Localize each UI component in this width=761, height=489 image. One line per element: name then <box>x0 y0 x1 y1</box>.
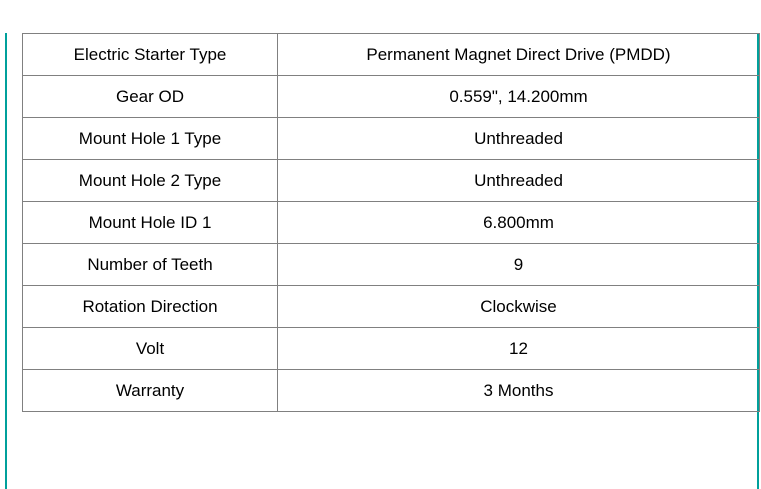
spec-value: 3 Months <box>278 370 760 412</box>
spec-label: Mount Hole ID 1 <box>23 202 278 244</box>
spec-label: Electric Starter Type <box>23 34 278 76</box>
spec-value: Unthreaded <box>278 118 760 160</box>
table-row <box>23 286 760 328</box>
spec-label: Mount Hole 1 Type <box>23 118 278 160</box>
spec-label: Rotation Direction <box>23 286 278 328</box>
spec-label: Mount Hole 2 Type <box>23 160 278 202</box>
table-row <box>23 160 760 202</box>
table-row <box>23 370 760 412</box>
page-frame <box>5 33 759 489</box>
spec-value: 9 <box>278 244 760 286</box>
table-row <box>23 202 760 244</box>
spec-value: Permanent Magnet Direct Drive (PMDD) <box>278 34 760 76</box>
spec-value: 0.559", 14.200mm <box>278 76 760 118</box>
spec-value: Unthreaded <box>278 160 760 202</box>
spec-value: 12 <box>278 328 760 370</box>
spec-label: Warranty <box>23 370 278 412</box>
table-row <box>23 34 760 76</box>
table-row <box>23 76 760 118</box>
spec-label: Gear OD <box>23 76 278 118</box>
table-row <box>23 118 760 160</box>
spec-label: Volt <box>23 328 278 370</box>
spec-value: Clockwise <box>278 286 760 328</box>
table-row <box>23 244 760 286</box>
spec-value: 6.800mm <box>278 202 760 244</box>
spec-table-body <box>23 34 760 412</box>
spec-label: Number of Teeth <box>23 244 278 286</box>
table-row <box>23 328 760 370</box>
spec-table <box>22 33 760 412</box>
